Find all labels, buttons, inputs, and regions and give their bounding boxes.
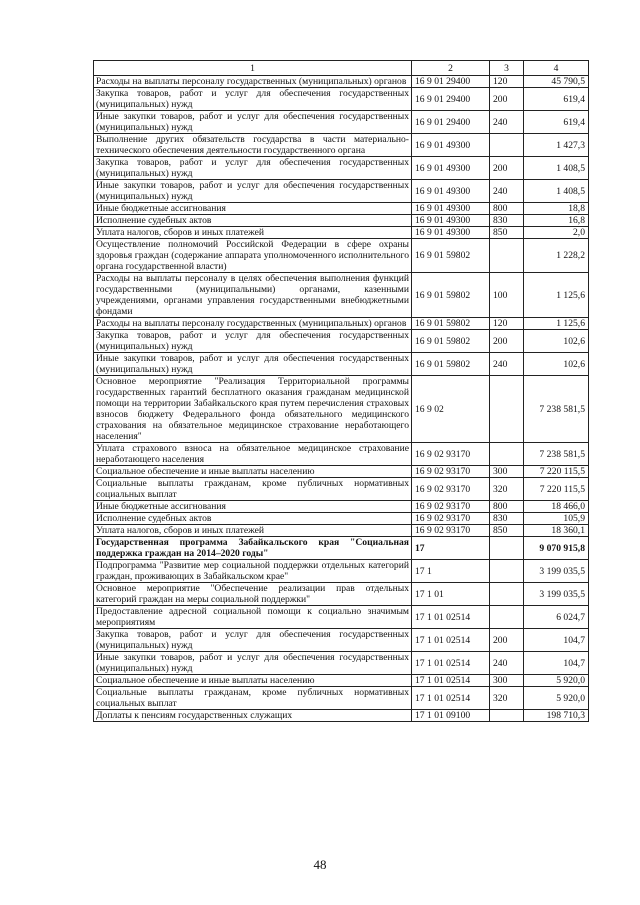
column-header-name: 1 xyxy=(94,61,412,76)
table-row xyxy=(94,318,589,330)
table-row xyxy=(94,466,589,478)
page-number: 48 xyxy=(313,857,327,872)
row-name-cell: Основное мероприятие "Обеспечение реализации прав отдельных категорий граждан на меры социальной поддержки" xyxy=(94,583,412,606)
row-amount-cell: 3 199 035,5 xyxy=(524,583,589,606)
table-row xyxy=(94,629,589,652)
table-row xyxy=(94,76,589,88)
row-amount-cell: 7 238 581,5 xyxy=(524,443,589,466)
row-code-cell: 16 9 02 93170 xyxy=(412,501,490,513)
row-code-cell: 16 9 02 93170 xyxy=(412,513,490,525)
table-row xyxy=(94,330,589,353)
table-row xyxy=(94,443,589,466)
row-name-cell: Исполнение судебных актов xyxy=(94,513,412,525)
table-row xyxy=(94,134,589,157)
row-expense-type-cell: 240 xyxy=(490,353,524,376)
table-header-row xyxy=(94,61,589,76)
table-row xyxy=(94,606,589,629)
row-code-cell: 16 9 02 93170 xyxy=(412,443,490,466)
row-code-cell: 17 1 01 09100 xyxy=(412,710,490,722)
row-expense-type-cell xyxy=(490,239,524,273)
row-code-cell: 16 9 01 29400 xyxy=(412,76,490,88)
row-name-cell: Иные закупки товаров, работ и услуг для обеспечения государственных (муниципальных) нужд xyxy=(94,353,412,376)
row-code-cell: 16 9 01 49300 xyxy=(412,180,490,203)
table-row xyxy=(94,239,589,273)
table-row xyxy=(94,203,589,215)
table-row xyxy=(94,583,589,606)
row-amount-cell: 6 024,7 xyxy=(524,606,589,629)
row-code-cell: 17 xyxy=(412,537,490,560)
row-expense-type-cell xyxy=(490,134,524,157)
column-header-amount: 4 xyxy=(524,61,589,76)
row-expense-type-cell: 320 xyxy=(490,478,524,501)
row-expense-type-cell xyxy=(490,710,524,722)
row-expense-type-cell: 200 xyxy=(490,88,524,111)
table-row xyxy=(94,501,589,513)
row-expense-type-cell: 830 xyxy=(490,215,524,227)
row-name-cell: Исполнение судебных актов xyxy=(94,215,412,227)
table-row xyxy=(94,525,589,537)
row-expense-type-cell: 850 xyxy=(490,227,524,239)
row-name-cell: Закупка товаров, работ и услуг для обеспечения государственных (муниципальных) нужд xyxy=(94,629,412,652)
row-code-cell: 16 9 01 49300 xyxy=(412,215,490,227)
row-amount-cell: 45 790,5 xyxy=(524,76,589,88)
row-name-cell: Расходы на выплаты персоналу в целях обеспечения выполнения функций государственными (муниципальными) органами, казенными учреждениями, органами управления государственными внебюджетными фондами xyxy=(94,273,412,318)
row-name-cell: Иные закупки товаров, работ и услуг для обеспечения государственных (муниципальных) нужд xyxy=(94,111,412,134)
row-expense-type-cell xyxy=(490,560,524,583)
table-row xyxy=(94,180,589,203)
row-code-cell: 17 1 01 02514 xyxy=(412,652,490,675)
row-name-cell: Доплаты к пенсиям государственных служащих xyxy=(94,710,412,722)
row-name-cell: Иные бюджетные ассигнования xyxy=(94,203,412,215)
row-expense-type-cell: 240 xyxy=(490,652,524,675)
row-name-cell: Расходы на выплаты персоналу государственных (муниципальных) органов xyxy=(94,318,412,330)
row-name-cell: Социальные выплаты гражданам, кроме публичных нормативных социальных выплат xyxy=(94,478,412,501)
row-code-cell: 16 9 01 49300 xyxy=(412,157,490,180)
table-row xyxy=(94,478,589,501)
row-amount-cell: 3 199 035,5 xyxy=(524,560,589,583)
row-name-cell: Иные закупки товаров, работ и услуг для обеспечения государственных (муниципальных) нужд xyxy=(94,180,412,203)
row-name-cell: Уплата налогов, сборов и иных платежей xyxy=(94,227,412,239)
table-row xyxy=(94,273,589,318)
row-expense-type-cell xyxy=(490,376,524,443)
row-code-cell: 16 9 02 93170 xyxy=(412,525,490,537)
row-expense-type-cell: 300 xyxy=(490,466,524,478)
row-amount-cell: 9 070 915,8 xyxy=(524,537,589,560)
row-expense-type-cell: 850 xyxy=(490,525,524,537)
row-amount-cell: 5 920,0 xyxy=(524,687,589,710)
budget-table-sheet xyxy=(93,60,588,722)
row-name-cell: Уплата налогов, сборов и иных платежей xyxy=(94,525,412,537)
table-row xyxy=(94,675,589,687)
row-code-cell: 17 1 xyxy=(412,560,490,583)
row-name-cell: Иные закупки товаров, работ и услуг для обеспечения государственных (муниципальных) нужд xyxy=(94,652,412,675)
row-code-cell: 16 9 01 59802 xyxy=(412,318,490,330)
row-name-cell: Основное мероприятие "Реализация Территориальной программы государственных гарантий бесплатного оказания гражданам медицинской помощи на территории Забайкальского края путем перечисления страховых взносов бюджету Федерального фонда обязательного медицинского страхования на обязательное медицинское страхование неработающего населения" xyxy=(94,376,412,443)
row-amount-cell: 1 408,5 xyxy=(524,180,589,203)
row-code-cell: 17 1 01 02514 xyxy=(412,629,490,652)
row-amount-cell: 102,6 xyxy=(524,330,589,353)
row-amount-cell: 105,9 xyxy=(524,513,589,525)
row-expense-type-cell: 320 xyxy=(490,687,524,710)
row-name-cell: Уплата страхового взноса на обязательное медицинское страхование неработающего населения xyxy=(94,443,412,466)
row-code-cell: 16 9 01 29400 xyxy=(412,111,490,134)
table-row xyxy=(94,687,589,710)
column-header-expense-type: 3 xyxy=(490,61,524,76)
table-body xyxy=(94,76,589,722)
row-expense-type-cell xyxy=(490,606,524,629)
row-name-cell: Социальное обеспечение и иные выплаты населению xyxy=(94,466,412,478)
row-code-cell: 16 9 01 59802 xyxy=(412,273,490,318)
row-amount-cell: 18 360,1 xyxy=(524,525,589,537)
row-name-cell: Социальные выплаты гражданам, кроме публичных нормативных социальных выплат xyxy=(94,687,412,710)
table-row xyxy=(94,88,589,111)
row-amount-cell: 7 238 581,5 xyxy=(524,376,589,443)
row-expense-type-cell: 120 xyxy=(490,76,524,88)
row-amount-cell: 5 920,0 xyxy=(524,675,589,687)
row-amount-cell: 1 427,3 xyxy=(524,134,589,157)
table-row xyxy=(94,513,589,525)
row-name-cell: Осуществление полномочий Российской Федерации в сфере охраны здоровья граждан (содержание аппарата уполномоченного исполнительного органа государственной власти) xyxy=(94,239,412,273)
row-code-cell: 17 1 01 02514 xyxy=(412,606,490,629)
row-code-cell: 17 1 01 02514 xyxy=(412,687,490,710)
row-amount-cell: 18 466,0 xyxy=(524,501,589,513)
row-expense-type-cell: 200 xyxy=(490,629,524,652)
row-expense-type-cell: 200 xyxy=(490,330,524,353)
table-row xyxy=(94,710,589,722)
row-name-cell: Иные бюджетные ассигнования xyxy=(94,501,412,513)
row-amount-cell: 619,4 xyxy=(524,88,589,111)
row-amount-cell: 1 125,6 xyxy=(524,318,589,330)
row-amount-cell: 619,4 xyxy=(524,111,589,134)
row-code-cell: 17 1 01 xyxy=(412,583,490,606)
row-name-cell: Государственная программа Забайкальского края "Социальная поддержка граждан на 2014–2020 годы" xyxy=(94,537,412,560)
row-expense-type-cell xyxy=(490,443,524,466)
row-code-cell: 16 9 01 59802 xyxy=(412,239,490,273)
row-amount-cell: 1 228,2 xyxy=(524,239,589,273)
table-row xyxy=(94,353,589,376)
row-name-cell: Выполнение других обязательств государства в части материально-технического обеспечения деятельности государственного органа xyxy=(94,134,412,157)
table-row xyxy=(94,215,589,227)
row-amount-cell: 1 125,6 xyxy=(524,273,589,318)
row-code-cell: 16 9 01 49300 xyxy=(412,134,490,157)
row-expense-type-cell: 800 xyxy=(490,501,524,513)
row-name-cell: Социальное обеспечение и иные выплаты населению xyxy=(94,675,412,687)
row-expense-type-cell: 300 xyxy=(490,675,524,687)
row-expense-type-cell: 240 xyxy=(490,111,524,134)
row-expense-type-cell xyxy=(490,537,524,560)
row-code-cell: 16 9 01 59802 xyxy=(412,330,490,353)
row-code-cell: 16 9 02 93170 xyxy=(412,466,490,478)
row-name-cell: Расходы на выплаты персоналу государственных (муниципальных) органов xyxy=(94,76,412,88)
row-expense-type-cell: 100 xyxy=(490,273,524,318)
row-expense-type-cell: 830 xyxy=(490,513,524,525)
row-name-cell: Закупка товаров, работ и услуг для обеспечения государственных (муниципальных) нужд xyxy=(94,88,412,111)
table-row xyxy=(94,652,589,675)
row-expense-type-cell: 120 xyxy=(490,318,524,330)
row-code-cell: 16 9 02 93170 xyxy=(412,478,490,501)
row-amount-cell: 104,7 xyxy=(524,629,589,652)
row-code-cell: 16 9 02 xyxy=(412,376,490,443)
table-row xyxy=(94,537,589,560)
row-name-cell: Закупка товаров, работ и услуг для обеспечения государственных (муниципальных) нужд xyxy=(94,330,412,353)
table-row xyxy=(94,376,589,443)
row-expense-type-cell: 240 xyxy=(490,180,524,203)
budget-table xyxy=(93,60,589,722)
row-name-cell: Закупка товаров, работ и услуг для обеспечения государственных (муниципальных) нужд xyxy=(94,157,412,180)
row-amount-cell: 7 220 115,5 xyxy=(524,478,589,501)
row-amount-cell: 7 220 115,5 xyxy=(524,466,589,478)
row-name-cell: Предоставление адресной социальной помощи к социально значимым мероприятиям xyxy=(94,606,412,629)
row-amount-cell: 198 710,3 xyxy=(524,710,589,722)
row-amount-cell: 16,8 xyxy=(524,215,589,227)
row-code-cell: 17 1 01 02514 xyxy=(412,675,490,687)
table-row xyxy=(94,227,589,239)
table-row xyxy=(94,157,589,180)
table-row xyxy=(94,111,589,134)
row-amount-cell: 2,0 xyxy=(524,227,589,239)
row-amount-cell: 1 408,5 xyxy=(524,157,589,180)
row-code-cell: 16 9 01 59802 xyxy=(412,353,490,376)
row-expense-type-cell: 800 xyxy=(490,203,524,215)
row-expense-type-cell: 200 xyxy=(490,157,524,180)
row-amount-cell: 102,6 xyxy=(524,353,589,376)
table-row xyxy=(94,560,589,583)
column-header-code: 2 xyxy=(412,61,490,76)
row-code-cell: 16 9 01 49300 xyxy=(412,203,490,215)
row-name-cell: Подпрограмма "Развитие мер социальной поддержки отдельных категорий граждан, проживающих в Забайкальском крае" xyxy=(94,560,412,583)
row-code-cell: 16 9 01 29400 xyxy=(412,88,490,111)
row-amount-cell: 18,8 xyxy=(524,203,589,215)
row-expense-type-cell xyxy=(490,583,524,606)
row-code-cell: 16 9 01 49300 xyxy=(412,227,490,239)
row-amount-cell: 104,7 xyxy=(524,652,589,675)
